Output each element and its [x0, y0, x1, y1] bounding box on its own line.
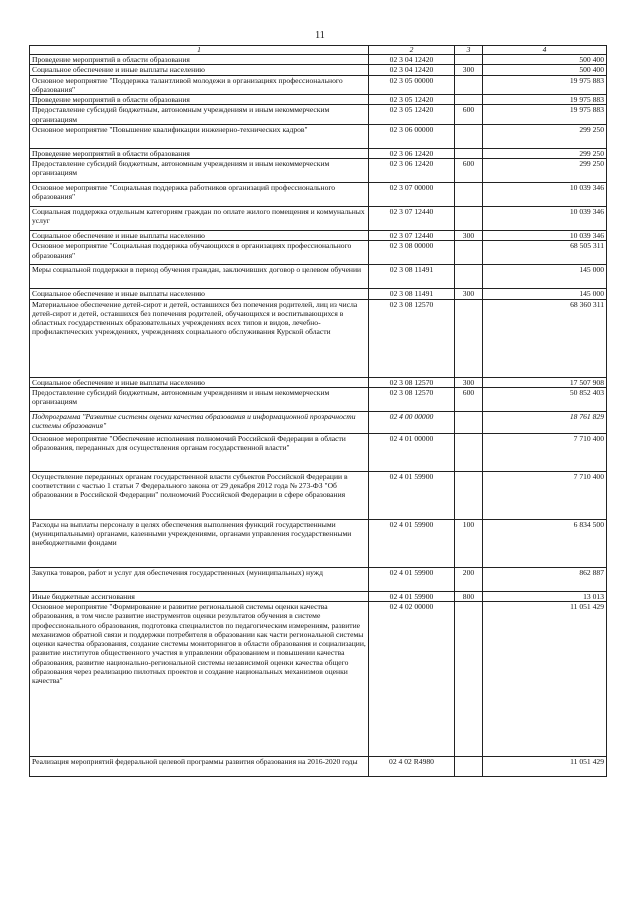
- row-code-cell: 02 3 05 00000: [369, 75, 455, 95]
- row-name-cell: Предоставление субсидий бюджетным, автономным учреждениям и иным некоммерческим организациям: [30, 387, 369, 411]
- table-row: [30, 75, 607, 95]
- row-expense-type-cell: [455, 433, 483, 471]
- row-expense-type-cell: [455, 124, 483, 148]
- row-code-cell: 02 4 01 00000: [369, 433, 455, 471]
- row-amount-cell: 11 051 429: [483, 757, 607, 777]
- row-amount-cell: 6 834 500: [483, 519, 607, 567]
- row-name-cell: Расходы на выплаты персоналу в целях обеспечения выполнения функций государственными (муниципальными) органами, казенными учреждениями, органами управления государственными внебюджетными фондами: [30, 519, 369, 567]
- row-code-cell: 02 4 01 59900: [369, 591, 455, 601]
- table-row: [30, 124, 607, 148]
- table-row: [30, 602, 607, 757]
- table-row: [30, 299, 607, 377]
- row-expense-type-cell: 600: [455, 159, 483, 183]
- row-expense-type-cell: [455, 55, 483, 65]
- row-amount-cell: 50 852 403: [483, 387, 607, 411]
- row-name-cell: Социальная поддержка отдельным категориям граждан по оплате жилого помещения и коммунальных услуг: [30, 207, 369, 231]
- row-code-cell: 02 4 00 00000: [369, 411, 455, 433]
- row-code-cell: 02 3 08 11491: [369, 265, 455, 289]
- row-name-cell: Социальное обеспечение и иные выплаты населению: [30, 289, 369, 299]
- row-code-cell: 02 4 02 R4980: [369, 757, 455, 777]
- row-expense-type-cell: [455, 148, 483, 158]
- row-code-cell: 02 3 04 12420: [369, 55, 455, 65]
- row-expense-type-cell: [455, 241, 483, 265]
- row-amount-cell: 500 400: [483, 55, 607, 65]
- row-code-cell: 02 3 04 12420: [369, 65, 455, 75]
- row-expense-type-cell: [455, 95, 483, 105]
- table-row: [30, 411, 607, 433]
- table-row: [30, 591, 607, 601]
- row-name-cell: Социальное обеспечение и иные выплаты населению: [30, 231, 369, 241]
- row-expense-type-cell: [455, 757, 483, 777]
- row-code-cell: 02 3 06 12420: [369, 148, 455, 158]
- column-header-amount: 4: [483, 46, 607, 55]
- column-header-code: 2: [369, 46, 455, 55]
- row-amount-cell: 500 400: [483, 65, 607, 75]
- table-row: [30, 159, 607, 183]
- table-header-row: [30, 46, 607, 55]
- table-row: [30, 757, 607, 777]
- table-row: [30, 433, 607, 471]
- row-name-cell: Закупка товаров, работ и услуг для обеспечения государственных (муниципальных) нужд: [30, 567, 369, 591]
- row-amount-cell: 299 250: [483, 148, 607, 158]
- row-amount-cell: 13 013: [483, 591, 607, 601]
- row-amount-cell: 19 975 883: [483, 95, 607, 105]
- row-amount-cell: 10 039 346: [483, 207, 607, 231]
- row-name-cell: Социальное обеспечение и иные выплаты населению: [30, 377, 369, 387]
- row-code-cell: 02 4 01 59900: [369, 567, 455, 591]
- row-expense-type-cell: 300: [455, 377, 483, 387]
- row-code-cell: 02 4 01 59900: [369, 519, 455, 567]
- table-row: [30, 55, 607, 65]
- budget-table: [29, 45, 607, 777]
- row-code-cell: 02 3 06 00000: [369, 124, 455, 148]
- table-row: [30, 471, 607, 519]
- row-amount-cell: 7 710 400: [483, 433, 607, 471]
- row-name-cell: Основное мероприятие "Поддержка талантливой молодежи в организациях профессионального образования": [30, 75, 369, 95]
- row-name-cell: Проведение мероприятий в области образования: [30, 148, 369, 158]
- row-name-cell: Основное мероприятие "Социальная поддержка работников организаций профессионального образования": [30, 183, 369, 207]
- row-name-cell: Основное мероприятие "Формирование и развитие региональной системы оценки качества образования, в том числе развитие инструментов оценки результатов обучения в системе профессионального образования, подготовка специалистов по педагогическим измерениям, развитие механизмов обратной связи и поддержки потребителя в образовании как части региональной системы оценки качества образования, создание системы мониторингов в области образования и социализации, развитие институтов общественного участия в управлении образованием и повышении качества образования, развитие национально-региональной системы независимой оценки качества общего образования через реализацию пилотных проектов и создание национальных механизмов оценки качества": [30, 602, 369, 757]
- row-expense-type-cell: 300: [455, 231, 483, 241]
- table-row: [30, 207, 607, 231]
- row-expense-type-cell: [455, 602, 483, 757]
- row-name-cell: Материальное обеспечение детей-сирот и детей, оставшихся без попечения родителей, лиц из числа детей-сирот и детей, оставшихся без попечения родителей, обучающихся и воспитывающихся в областных государственных образовательных учреждениях всех типов и видов, лечебно-профилактических учреждениях, учреждениях социального обслуживания Курской области: [30, 299, 369, 377]
- row-expense-type-cell: [455, 265, 483, 289]
- row-name-cell: Проведение мероприятий в области образования: [30, 55, 369, 65]
- row-name-cell: Осуществление переданных органам государственной власти субъектов Российской Федерации в соответствии с частью 1 статьи 7 Федерального закона от 29 декабря 2012 года № 273-ФЗ "Об образовании в Российской Федерации" полномочий Российской Федерации в сфере образования: [30, 471, 369, 519]
- row-name-cell: Социальное обеспечение и иные выплаты населению: [30, 65, 369, 75]
- row-amount-cell: 299 250: [483, 159, 607, 183]
- table-row: [30, 95, 607, 105]
- row-name-cell: Подпрограмма "Развитие системы оценки качества образования и информационной прозрачности системы образования": [30, 411, 369, 433]
- row-amount-cell: 862 887: [483, 567, 607, 591]
- row-code-cell: 02 3 08 11491: [369, 289, 455, 299]
- row-amount-cell: 17 507 908: [483, 377, 607, 387]
- table-row: [30, 105, 607, 125]
- table-row: [30, 289, 607, 299]
- table-row: [30, 241, 607, 265]
- table-row: [30, 231, 607, 241]
- row-name-cell: Проведение мероприятий в области образования: [30, 95, 369, 105]
- page-number: 11: [315, 30, 325, 41]
- row-amount-cell: 145 000: [483, 265, 607, 289]
- row-code-cell: 02 3 08 00000: [369, 241, 455, 265]
- row-expense-type-cell: [455, 411, 483, 433]
- row-code-cell: 02 3 08 12570: [369, 387, 455, 411]
- row-amount-cell: 68 360 311: [483, 299, 607, 377]
- row-expense-type-cell: 300: [455, 65, 483, 75]
- table-row: [30, 148, 607, 158]
- row-name-cell: Реализация мероприятий федеральной целевой программы развития образования на 2016-2020 годы: [30, 757, 369, 777]
- row-name-cell: Предоставление субсидий бюджетным, автономным учреждениям и иным некоммерческим организациям: [30, 159, 369, 183]
- row-name-cell: Меры социальной поддержки в период обучения граждан, заключивших договор о целевом обучении: [30, 265, 369, 289]
- row-amount-cell: 19 975 883: [483, 75, 607, 95]
- row-code-cell: 02 4 01 59900: [369, 471, 455, 519]
- row-expense-type-cell: 600: [455, 387, 483, 411]
- row-amount-cell: 10 039 346: [483, 231, 607, 241]
- row-expense-type-cell: 600: [455, 105, 483, 125]
- table-row: [30, 265, 607, 289]
- table-row: [30, 387, 607, 411]
- row-amount-cell: 11 051 429: [483, 602, 607, 757]
- row-name-cell: Иные бюджетные ассигнования: [30, 591, 369, 601]
- column-header-expense-type: 3: [455, 46, 483, 55]
- row-name-cell: Основное мероприятие "Повышение квалификации инженерно-технических кадров": [30, 124, 369, 148]
- row-code-cell: 02 3 05 12420: [369, 95, 455, 105]
- row-expense-type-cell: [455, 207, 483, 231]
- row-amount-cell: 299 250: [483, 124, 607, 148]
- row-code-cell: 02 3 05 12420: [369, 105, 455, 125]
- table-row: [30, 567, 607, 591]
- table-row: [30, 183, 607, 207]
- table-row: [30, 65, 607, 75]
- row-expense-type-cell: [455, 299, 483, 377]
- row-code-cell: 02 3 08 12570: [369, 299, 455, 377]
- row-expense-type-cell: 800: [455, 591, 483, 601]
- row-name-cell: Основное мероприятие "Обеспечение исполнения полномочий Российской Федерации в области образования, переданных для осуществления органам государственной власти": [30, 433, 369, 471]
- table-row: [30, 519, 607, 567]
- row-expense-type-cell: [455, 471, 483, 519]
- row-amount-cell: 68 505 311: [483, 241, 607, 265]
- row-amount-cell: 18 761 829: [483, 411, 607, 433]
- row-expense-type-cell: 100: [455, 519, 483, 567]
- row-amount-cell: 145 000: [483, 289, 607, 299]
- row-expense-type-cell: 300: [455, 289, 483, 299]
- row-amount-cell: 19 975 883: [483, 105, 607, 125]
- row-code-cell: 02 3 07 00000: [369, 183, 455, 207]
- row-code-cell: 02 3 07 12440: [369, 207, 455, 231]
- row-expense-type-cell: [455, 183, 483, 207]
- row-amount-cell: 10 039 346: [483, 183, 607, 207]
- row-expense-type-cell: 200: [455, 567, 483, 591]
- row-code-cell: 02 3 08 12570: [369, 377, 455, 387]
- column-header-name: 1: [30, 46, 369, 55]
- row-code-cell: 02 3 06 12420: [369, 159, 455, 183]
- table-body: [30, 55, 607, 777]
- row-code-cell: 02 3 07 12440: [369, 231, 455, 241]
- row-name-cell: Предоставление субсидий бюджетным, автономным учреждениям и иным некоммерческим организациям: [30, 105, 369, 125]
- row-code-cell: 02 4 02 00000: [369, 602, 455, 757]
- row-expense-type-cell: [455, 75, 483, 95]
- row-amount-cell: 7 710 400: [483, 471, 607, 519]
- row-name-cell: Основное мероприятие "Социальная поддержка обучающихся в организациях профессионального образования": [30, 241, 369, 265]
- table-row: [30, 377, 607, 387]
